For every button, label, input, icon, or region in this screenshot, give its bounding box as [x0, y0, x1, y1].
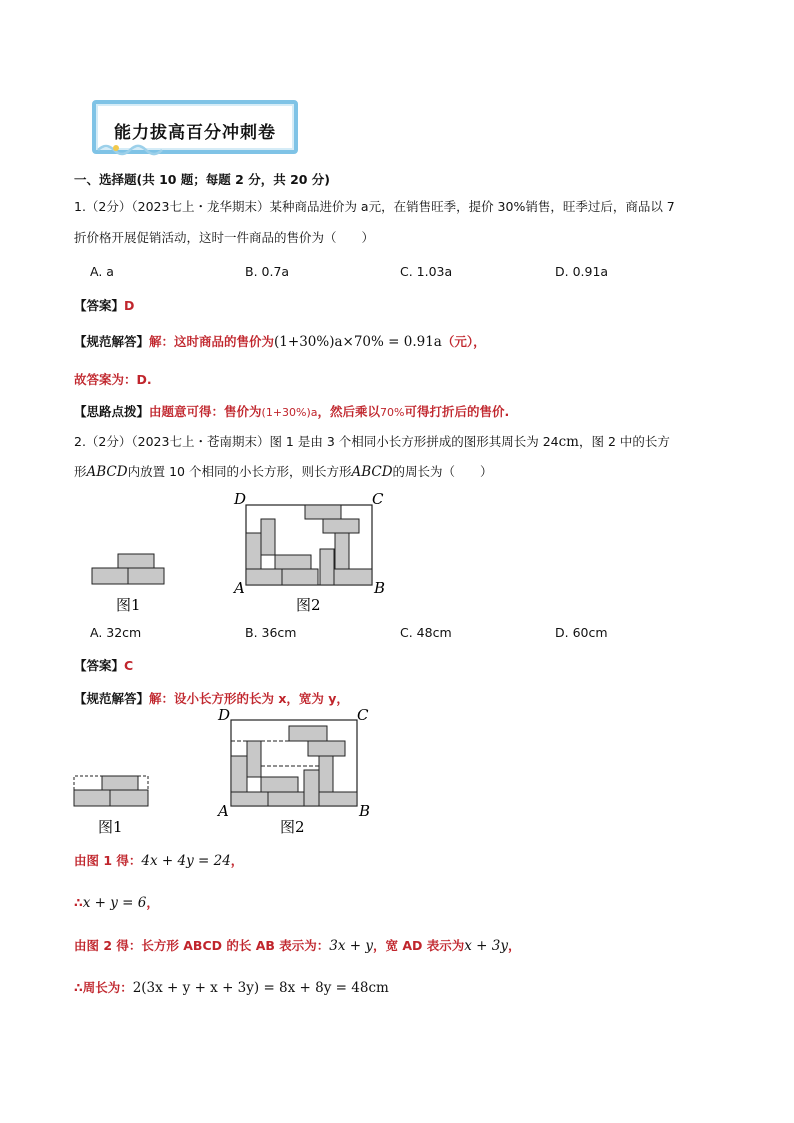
fig2-label-a: A — [234, 579, 245, 597]
q2-step4-math: 2(3x + y + x + 3y) = 8x + 8y = 48cm — [132, 980, 389, 996]
q2-solution-figures — [64, 708, 384, 842]
q1-hint-a: 由题意可得：售价为 — [149, 404, 262, 419]
q1-hint-e: 可得打折后的售价. — [404, 404, 510, 419]
q2-line2 — [74, 462, 493, 482]
title-banner — [92, 100, 298, 154]
q2-figures — [80, 488, 400, 618]
q2-step2-sym: ∴ — [74, 895, 83, 910]
q2-abcd-1: ABCD — [86, 464, 128, 480]
q2-line1-a: 2.（2分）（2023七上・苍南期末）图 1 是由 3 个相同小长方形拼成的图形其周长为 24 — [74, 434, 559, 449]
q1-answer-label: 【答案】 — [74, 298, 125, 313]
q1-conclusion: 故答案为：D. — [74, 372, 152, 387]
q2-solution-text: 解：设小长方形的长为 x，宽为 y， — [149, 691, 349, 706]
q2-step1-text: 由图 1 得： — [74, 853, 142, 868]
fig2-label-b: B — [374, 579, 386, 597]
q2-answer-value: C — [124, 658, 134, 673]
q1-answer-value: D — [124, 298, 135, 313]
q1-option-b: B. 0.7a — [245, 264, 290, 279]
q2-option-d: D. 60cm — [555, 625, 608, 640]
sol-fig1-shape — [74, 776, 148, 806]
q1-option-c: C. 1.03a — [400, 264, 453, 279]
q2-step2-math: x + y = 6 — [82, 895, 147, 911]
q1-line1: 1.（2分）（2023七上・龙华期末）某种商品进价为 a元，在销售旺季，提价 30%销售，旺季过后，商品以 7 — [74, 199, 675, 214]
q1-hint — [74, 401, 509, 420]
q1-solution — [74, 331, 486, 350]
fig2-label-d: D — [234, 490, 247, 508]
sol-fig1-caption: 图1 — [98, 818, 123, 836]
wave-decoration-icon — [96, 142, 166, 156]
q1-hint-b: (1+30%)a — [261, 406, 318, 419]
q2-abcd-2: ABCD — [351, 464, 393, 480]
q2-step3-math-a: 3x + y — [329, 938, 373, 954]
q1-hint-d: 70% — [380, 406, 405, 419]
q1-solution-math: (1+30%)a×70% = 0.91a — [274, 334, 442, 350]
q2-line2-c: 的周长为（ ） — [392, 464, 493, 479]
q2-answer — [74, 656, 133, 674]
q2-step2-end: ， — [146, 895, 159, 910]
sol-fig2-label-a: A — [218, 802, 229, 820]
q2-line2-a: 形 — [74, 464, 87, 479]
fig1-caption: 图1 — [116, 596, 141, 614]
q2-step1 — [74, 850, 243, 869]
q1-option-a: A. a — [90, 264, 114, 279]
q2-option-b: B. 36cm — [245, 625, 297, 640]
sol-fig2-label-c: C — [357, 708, 369, 724]
sol-fig2-label-d: D — [218, 708, 231, 724]
q2-step3-mid: ，宽 AD 表示为 — [373, 938, 465, 953]
q2-step1-math: 4x + 4y = 24 — [141, 853, 231, 869]
q2-step3-end: ， — [508, 938, 521, 953]
q2-line1-b: ，图 2 中的长方 — [579, 434, 670, 449]
q2-step4-text: ∴周长为： — [74, 980, 133, 995]
q2-line2-b: 内放置 10 个相同的小长方形，则长方形 — [127, 464, 352, 479]
q2-line1 — [74, 432, 670, 452]
q2-step3-math-b: x + 3y — [464, 938, 508, 954]
sol-fig2-label-b: B — [359, 802, 371, 820]
q1-option-d: D. 0.91a — [555, 264, 609, 279]
q2-step4 — [74, 977, 389, 996]
q1-hint-c: ，然后乘以 — [317, 404, 381, 419]
q2-step1-end: ， — [230, 853, 244, 868]
q1-solution-prefix: 解：这时商品的售价为 — [149, 334, 275, 349]
q2-step3-text: 由图 2 得：长方形 ABCD 的长 AB 表示为： — [74, 938, 330, 953]
q2-solution-label: 【规范解答】 — [74, 691, 150, 706]
q2-step2 — [74, 892, 159, 911]
q1-answer — [74, 296, 134, 314]
q2-option-a: A. 32cm — [90, 625, 142, 640]
fig2-caption: 图2 — [296, 596, 321, 614]
q2-line1-unit: cm — [558, 434, 579, 450]
q2-solution — [74, 688, 349, 707]
section-heading: 一、选择题(共 10 题；每题 2 分，共 20 分) — [74, 172, 331, 187]
banner-title: 能力拔高百分冲刺卷 — [114, 123, 276, 143]
q2-option-c: C. 48cm — [400, 625, 452, 640]
sol-fig2-caption: 图2 — [280, 818, 305, 836]
q1-solution-suffix: （元）， — [441, 334, 486, 349]
fig2-label-c: C — [372, 490, 384, 508]
q2-answer-label: 【答案】 — [74, 658, 125, 673]
q1-line2: 折价格开展促销活动，这时一件商品的售价为（ ） — [74, 230, 375, 245]
fig1-shape — [92, 554, 164, 584]
q1-solution-label: 【规范解答】 — [74, 334, 150, 349]
q2-step3 — [74, 935, 521, 954]
q1-hint-label: 【思路点拨】 — [74, 404, 150, 419]
